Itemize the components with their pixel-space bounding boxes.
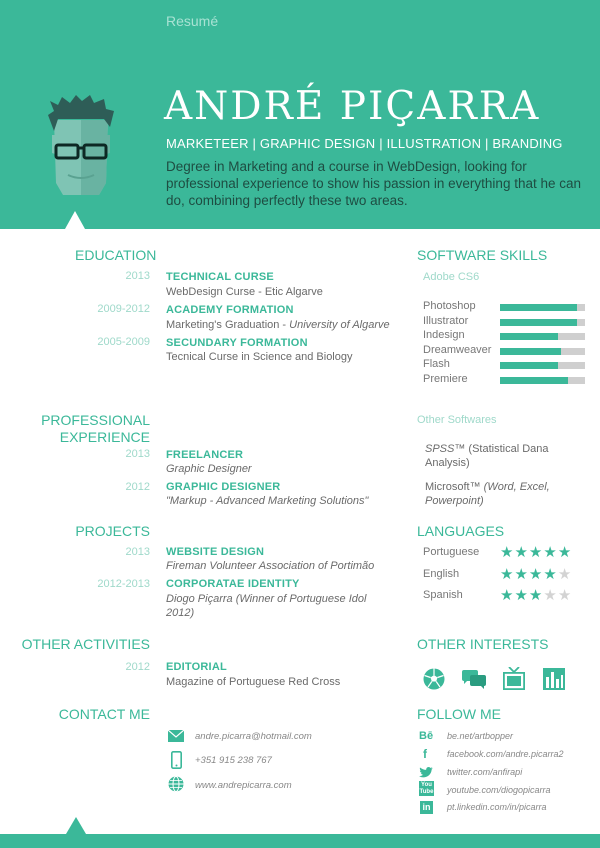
other-software-desc: (Word, Excel,: [480, 481, 550, 493]
other-software-name: SPSS™: [425, 443, 466, 455]
subtitle: MARKETEER | GRAPHIC DESIGN | ILLUSTRATION | BRANDING: [166, 136, 563, 151]
language-name: Spanish: [423, 589, 463, 601]
social-link-youtube[interactable]: youtube.com/diogopicarra: [447, 785, 551, 795]
experience-title-line1: PROFESSIONAL: [41, 412, 150, 428]
social-link-twitter[interactable]: twitter.com/anfirapi: [447, 767, 523, 777]
globe-icon: [168, 776, 184, 792]
language-rating: [500, 586, 572, 604]
other-software-title: Other Softwares: [417, 414, 497, 426]
name-heading: ANDRÉ PIÇARRA: [164, 84, 541, 129]
avatar: [44, 95, 118, 195]
social-link-facebook[interactable]: facebook.com/andre.picarra2: [447, 749, 564, 759]
education-item-detail: [166, 351, 353, 363]
education-year: 2005-2009: [97, 336, 150, 348]
education-title: EDUCATION: [75, 247, 157, 263]
twitter-icon: [419, 767, 433, 778]
skill-bar-fill: [500, 333, 558, 340]
star-filled-icon: ★: [514, 587, 529, 604]
project-item-title: CORPORATAE IDENTITY: [166, 578, 300, 590]
education-detail-emphasis: University of Algarve: [289, 319, 390, 331]
activity-item-detail: Magazine of Portuguese Red Cross: [166, 676, 341, 688]
skill-label: Dreamweaver: [423, 343, 492, 356]
star-filled-icon: ★: [514, 544, 529, 561]
star-empty-icon: ★: [557, 565, 573, 583]
software-title: SOFTWARE SKILLS: [417, 247, 548, 263]
header-pointer: [65, 211, 85, 229]
language-rating: [500, 543, 572, 561]
description: Degree in Marketing and a course in WebDesign, looking for professional experience to show his passion in everything that he can do, combining perfectly these two areas.: [166, 159, 581, 208]
project-year: 2012-2013: [97, 578, 150, 590]
skill-bar-track: [500, 319, 585, 326]
education-item-title: ACADEMY FORMATION: [166, 304, 294, 316]
skill-label: Premiere: [423, 372, 468, 385]
other-software-item-line2: Analysis): [425, 457, 470, 469]
skill-label: Flash: [423, 358, 450, 370]
contact-email[interactable]: andre.picarra@hotmail.com: [195, 731, 312, 742]
other-software-desc: (Statistical Dana: [465, 443, 549, 455]
interests-title: OTHER INTERESTS: [417, 636, 549, 652]
skill-bar-track: [500, 362, 585, 369]
skill-bar-fill: [500, 319, 577, 326]
education-year: 2013: [125, 270, 150, 282]
language-name: Portuguese: [423, 546, 480, 558]
experience-item-title: FREELANCER: [166, 449, 244, 461]
contact-website[interactable]: www.andrepicarra.com: [195, 780, 292, 791]
experience-item-title: GRAPHIC DESIGNER: [166, 481, 281, 493]
contact-title: CONTACT ME: [58, 706, 150, 722]
language-rating: [500, 565, 572, 583]
star-filled-icon: ★: [500, 565, 515, 583]
skill-bar-fill: [500, 348, 561, 355]
star-filled-icon: ★: [514, 565, 529, 583]
skill-bar-track: [500, 333, 585, 340]
language-name: English: [423, 567, 460, 580]
skill-bar-track: [500, 377, 585, 384]
experience-item-detail: "Markup - Advanced Marketing Solutions": [166, 495, 369, 507]
star-filled-icon: ★: [528, 544, 544, 561]
education-item-title: SECUNDARY FORMATION: [166, 337, 308, 349]
project-item-title: WEBSITE DESIGN: [166, 546, 265, 558]
languages-title: LANGUAGES: [417, 523, 505, 539]
star-filled-icon: ★: [500, 587, 515, 604]
phone-icon: [171, 751, 182, 769]
experience-year: 2012: [125, 481, 150, 493]
other-software-item-line2: Powerpoint): [425, 495, 484, 507]
experience-title-line2: EXPERIENCE: [59, 429, 150, 445]
skill-bar-fill: [500, 362, 558, 369]
star-filled-icon: ★: [557, 544, 573, 561]
mail-icon: [168, 730, 184, 742]
contact-phone[interactable]: +351 915 238 767: [195, 755, 272, 766]
youtube-icon: You Tube: [419, 782, 434, 795]
footer-bar: [0, 834, 600, 848]
skill-bar-track: [500, 304, 585, 311]
social-link-linkedin[interactable]: pt.linkedin.com/in/picarra: [447, 802, 547, 812]
activity-year: 2012: [125, 661, 150, 673]
footer-pointer: [66, 817, 86, 834]
education-detail-text: Tecnical Curse in Science and Biology: [166, 351, 353, 363]
behance-icon: Bē: [419, 730, 434, 742]
skill-bar-fill: [500, 377, 568, 384]
skill-label: Illustrator: [423, 314, 469, 327]
skill-bar-fill: [500, 304, 577, 311]
facebook-icon: f: [423, 747, 427, 761]
skill-label: Indesign: [423, 329, 465, 341]
resume-label: Resumé: [166, 13, 219, 29]
bar-chart-icon: [543, 668, 565, 690]
star-filled-icon: ★: [528, 565, 544, 583]
social-link-behance[interactable]: be.net/artbopper: [447, 731, 514, 741]
education-item-detail: [166, 319, 390, 331]
education-detail-text: WebDesign Curse - Etic Algarve: [166, 286, 323, 298]
star-filled-icon: ★: [543, 544, 558, 561]
projects-title: PROJECTS: [75, 523, 150, 539]
chat-bubbles-icon: [462, 670, 486, 690]
experience-year: 2013: [125, 448, 150, 460]
tv-icon: [503, 667, 525, 690]
skill-bar-track: [500, 348, 585, 355]
star-filled-icon: ★: [528, 587, 544, 604]
skill-label: Photoshop: [423, 300, 476, 312]
education-item-detail: [166, 286, 323, 298]
education-item-title: TECHNICAL CURSE: [166, 271, 274, 283]
star-empty-icon: ★: [557, 587, 573, 604]
education-year: 2009-2012: [97, 303, 150, 315]
social-title: FOLLOW ME: [417, 706, 502, 722]
project-year: 2013: [125, 546, 150, 558]
education-detail-text: Marketing's Graduation -: [166, 319, 290, 331]
experience-item-detail: Graphic Designer: [166, 463, 252, 475]
star-filled-icon: ★: [543, 565, 558, 583]
project-item-detail: Diogo Piçarra (Winner of Portuguese Idol: [166, 593, 367, 605]
project-item-detail-line2: 2012): [166, 607, 195, 619]
activity-item-title: EDITORIAL: [166, 661, 227, 673]
linkedin-icon: in: [420, 801, 433, 814]
project-item-detail: Fireman Volunteer Association of Portimão: [166, 560, 375, 572]
activities-title: OTHER ACTIVITIES: [21, 636, 150, 652]
star-filled-icon: ★: [500, 544, 515, 561]
star-empty-icon: ★: [543, 587, 558, 604]
software-subtitle: Adobe CS6: [423, 271, 480, 283]
soccer-ball-icon: [423, 668, 445, 690]
other-software-name: Microsoft™: [425, 481, 481, 493]
other-software-item: [425, 443, 549, 455]
other-software-item: [425, 481, 550, 493]
